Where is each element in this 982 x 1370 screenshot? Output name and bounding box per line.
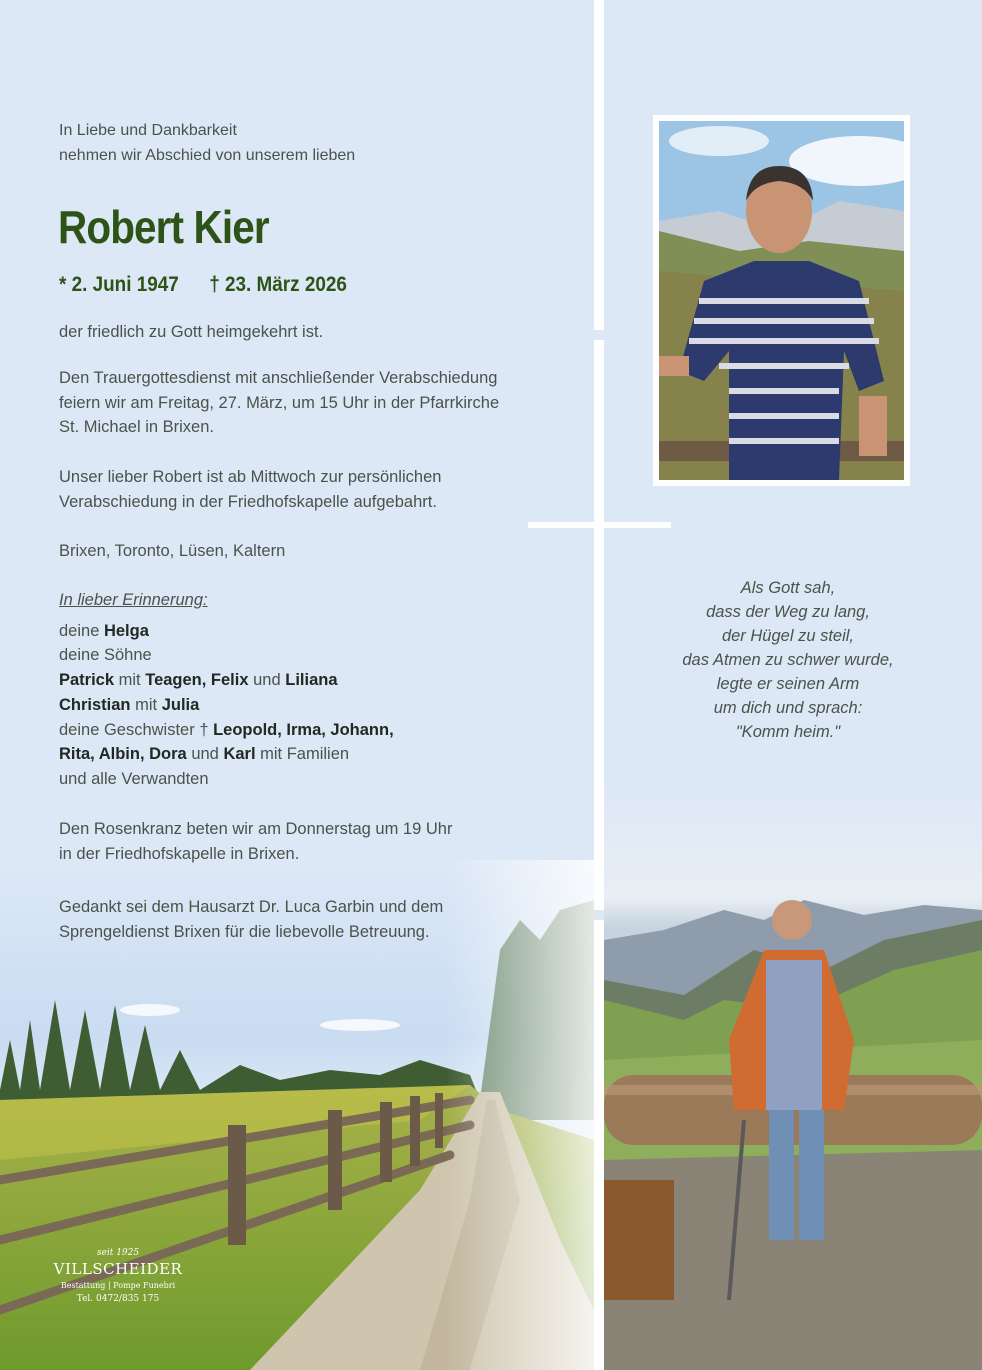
mourner-line: deine Söhne xyxy=(59,646,152,665)
birth-date: * 2. Juni 1947 xyxy=(59,273,179,296)
death-date: † 23. März 2026 xyxy=(209,273,347,296)
deceased-name: Robert Kier xyxy=(58,201,269,253)
logo-since: seit 1925 xyxy=(96,1248,140,1258)
text-line: in der Friedhofskapelle in Brixen. xyxy=(59,844,300,863)
mourner-line: deine Geschwister † Leopold, Irma, Johann, xyxy=(59,720,394,739)
thanks-text xyxy=(59,895,443,944)
poem-line: Als Gott sah, xyxy=(740,579,836,597)
portrait-photo xyxy=(659,121,904,480)
text-line: Den Rosenkranz beten wir am Donnerstag um 19 Uhr xyxy=(59,820,453,838)
intro-line: In Liebe und Dankbarkeit xyxy=(59,122,237,139)
mourner-line: Patrick mit Teagen, Felix und Liliana xyxy=(59,671,338,690)
cross-vertical-bar xyxy=(594,920,604,1370)
logo-brand: VILLSCHEIDER xyxy=(53,1260,183,1278)
funeral-home-logo xyxy=(48,1248,188,1304)
text-line: Gedankt sei dem Hausarzt Dr. Luca Garbin und dem xyxy=(59,898,444,916)
intro-line: nehmen wir Abschied von unserem lieben xyxy=(59,147,356,164)
mourner-line: Rita, Albin, Dora und Karl mit Familien xyxy=(59,745,350,764)
text-line: Unser lieber Robert ist ab Mittwoch zur persönlichen xyxy=(59,468,442,486)
rosary-text xyxy=(59,817,452,866)
service-text xyxy=(59,366,499,440)
mourner-line: und alle Verwandten xyxy=(59,769,209,788)
text-line: Sprengeldienst Brixen für die liebevolle Betreuung. xyxy=(59,922,430,941)
poem-line: legte er seinen Arm xyxy=(716,675,860,693)
poem-line: das Atmen zu schwer wurde, xyxy=(682,651,894,669)
mourner-line: deine Helga xyxy=(59,621,149,640)
mourner-line: Christian mit Julia xyxy=(59,695,200,714)
poem-line: um dich und sprach: xyxy=(713,699,863,717)
places-text xyxy=(59,539,285,564)
intro-text xyxy=(59,118,355,168)
life-dates xyxy=(59,273,347,297)
poem-line: der Hügel zu steil, xyxy=(721,627,855,645)
memory-heading: In lieber Erinnerung: xyxy=(59,591,208,609)
poem-line: dass der Weg zu lang, xyxy=(706,603,870,621)
cross-vertical-bar xyxy=(594,340,604,910)
text-line: Den Trauergottesdienst mit anschließender Verabschiedung xyxy=(59,369,498,387)
poem-line: "Komm heim." xyxy=(735,723,841,741)
poem xyxy=(604,576,972,744)
portrait-frame xyxy=(653,115,910,486)
logo-subtitle: Bestattung | Pompe Funebri xyxy=(60,1281,176,1290)
text-line: Brixen, Toronto, Lüsen, Kaltern xyxy=(59,542,286,560)
mourners-list xyxy=(59,588,394,792)
mountain-photo xyxy=(604,780,982,1370)
text-line: St. Michael in Brixen. xyxy=(59,418,214,437)
text-line: der friedlich zu Gott heimgekehrt ist. xyxy=(59,323,324,341)
text-line: Verabschiedung in der Friedhofskapelle aufgebahrt. xyxy=(59,492,437,511)
homecoming-text xyxy=(59,320,323,345)
cross-vertical-bar xyxy=(594,0,604,330)
viewing-text xyxy=(59,465,441,514)
cross-horizontal-bar xyxy=(528,522,671,528)
text-line: feiern wir am Freitag, 27. März, um 15 Uhr in der Pfarrkirche xyxy=(59,393,500,412)
logo-phone: Tel. 0472/835 175 xyxy=(76,1294,160,1304)
